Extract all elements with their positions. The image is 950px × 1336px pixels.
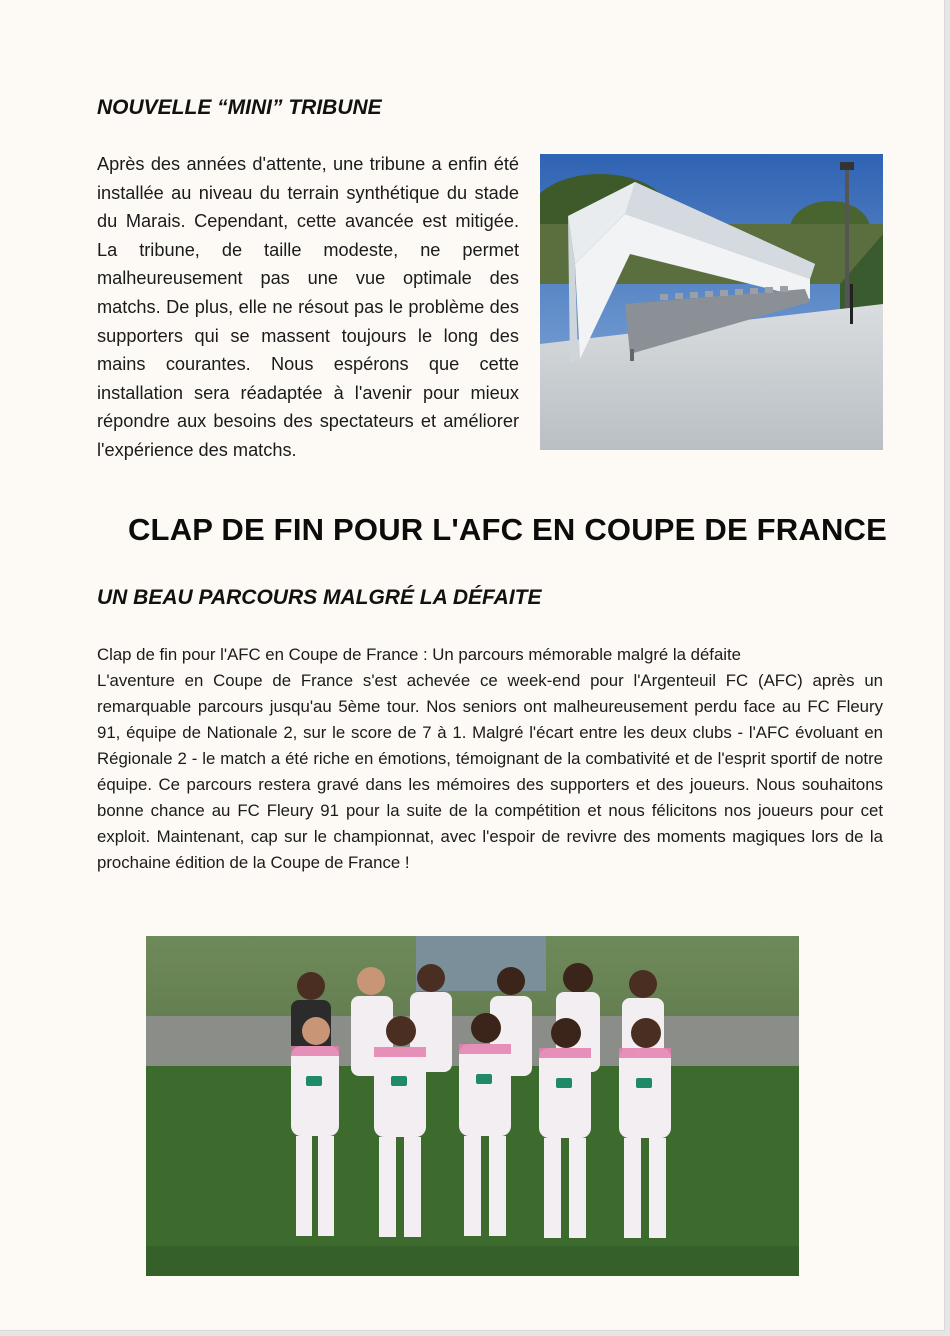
team-photo xyxy=(146,936,799,1276)
tribune-photo xyxy=(540,154,883,450)
section-lead-line: Clap de fin pour l'AFC en Coupe de France : Un parcours mémorable malgré la défaite xyxy=(97,645,742,664)
section-paragraph: L'aventure en Coupe de France s'est achevée ce week-end pour l'Argenteuil FC (AFC) après un remarquable parcours jusqu'au 5ème tour. Nos seniors ont malheureusement perdu face au FC Fleury 91, équipe de Nationale 2, sur le score de 7 à 1. Malgré l'écart entre les deux clubs - l'AFC évoluant en Régionale 2 - le match a été riche en émotions, témoignant de la combativité et de l'esprit sportif de notre équipe. Ce parcours restera gravé dans les mémoires des supporters et des joueurs. Nous souhaitons bonne chance au FC Fleury 91 pour la suite de la compétition et nous félicitons nos joueurs pour cet exploit. Maintenant, cap sur le championnat, avec l'espoir de revivre des moments magiques lors de la prochaine édition de la Coupe de France ! xyxy=(97,671,883,872)
main-headline: CLAP DE FIN POUR L'AFC EN COUPE DE FRANCE xyxy=(127,512,888,547)
section-heading-parcours: UN BEAU PARCOURS MALGRÉ LA DÉFAITE xyxy=(97,586,542,609)
section-heading-mini-tribune: NOUVELLE “MINI” TRIBUNE xyxy=(97,96,382,119)
section-body-mini-tribune: Après des années d'attente, une tribune a enfin été installée au niveau du terrain synthétique du stade du Marais. Cependant, cette avancée est mitigée. La tribune, de taille modeste, ne permet malheureusement pas une vue optimale des matchs. De plus, elle ne résout pas le problème des supporters qui se massent toujours le long des mains courantes. Nous espérons que cette installation sera réadaptée à l'avenir pour mieux répondre aux besoins des spectateurs et améliorer l'expérience des matchs. xyxy=(97,154,519,460)
section-body-parcours xyxy=(97,642,883,876)
